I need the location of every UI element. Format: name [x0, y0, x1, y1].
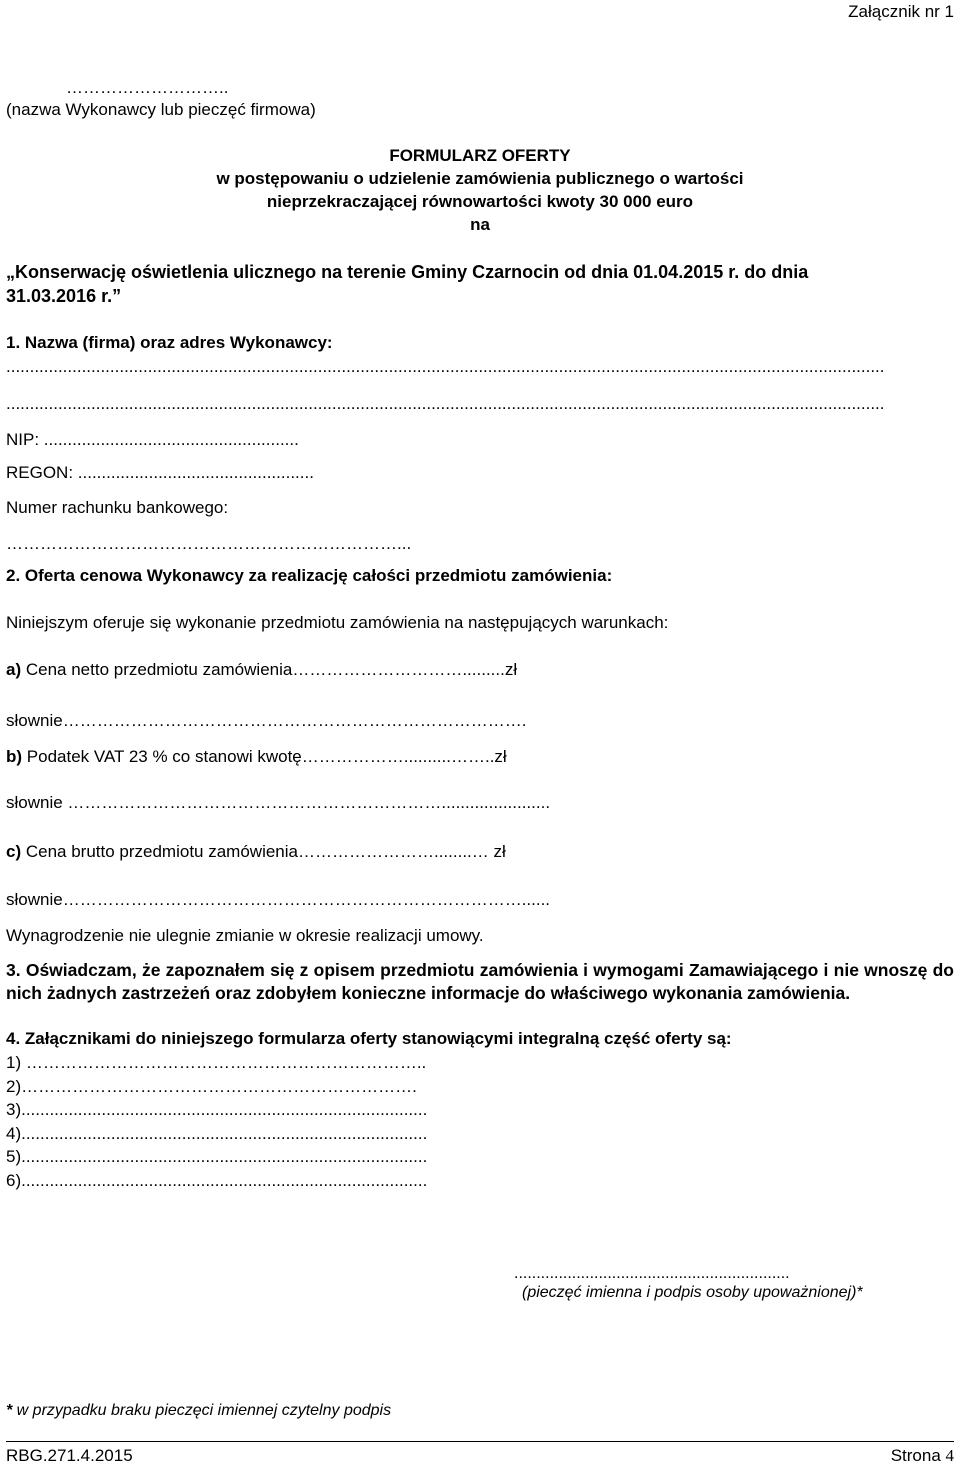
- vat-text: Podatek VAT 23 % co stanowi kwotę………………..........……..zł: [22, 747, 507, 766]
- attachment-item-4: 4)......................................................................................: [6, 1124, 428, 1143]
- attachment-item-2: 2)…………………………………………………………….: [6, 1077, 417, 1096]
- nip-field: NIP: ......................................................: [6, 430, 299, 449]
- form-title-line3: nieprzekraczającej równowartości kwoty 30 000 euro: [266, 192, 694, 211]
- attachment-item-6: 6)......................................................................................: [6, 1171, 428, 1190]
- net-price-text: Cena netto przedmiotu zamówienia………………………….........zł: [21, 660, 518, 679]
- attachment-item-1: 1) ……………………………………………………………..: [6, 1053, 427, 1072]
- remuneration-note: Wynagrodzenie nie ulegnie zmianie w okresie realizacji umowy.: [6, 926, 484, 945]
- address-dots-2: ..........................................................................................................................................................................................: [6, 394, 885, 413]
- attachment-item-3: 3)......................................................................................: [6, 1100, 428, 1119]
- subject-line1: „Konserwację oświetlenia ulicznego na terenie Gminy Czarnocin od dnia 01.04.2015 r. do dnia: [6, 262, 809, 282]
- footnote-text: w przypadku braku pieczęci imiennej czytelny podpis: [12, 1402, 392, 1419]
- section1-heading: 1. Nazwa (firma) oraz adres Wykonawcy:: [6, 333, 333, 352]
- gross-price-label: c): [6, 842, 22, 861]
- regon-field: REGON: ..................................................: [6, 463, 314, 482]
- vat-words: słownie ………………………………………………………….......................: [6, 793, 551, 812]
- contractor-dots: ………………………..: [66, 78, 229, 97]
- section2-heading: 2. Oferta cenowa Wykonawcy za realizację całości przedmiotu zamówienia:: [6, 566, 613, 585]
- reference-number: RBG.271.4.2015: [6, 1446, 133, 1465]
- footnote: [6, 1401, 954, 1421]
- gross-price-words: słownie………………………………………………………………………......: [6, 890, 551, 909]
- section4-heading: 4. Załącznikami do niniejszego formularza oferty stanowiącymi integralną część oferty są:: [6, 1029, 732, 1048]
- attachment-item-5: 5)......................................................................................: [6, 1147, 428, 1166]
- footer-divider: [6, 1441, 954, 1442]
- page-number: 4: [945, 1446, 954, 1465]
- offer-intro: Niniejszym oferuje się wykonanie przedmiotu zamówienia na następujących warunkach:: [6, 613, 669, 632]
- address-dots-1: ..........................................................................................................................................................................................: [6, 357, 885, 376]
- signature-caption: (pieczęć imienna i podpis osoby upoważnionej)*: [522, 1284, 863, 1301]
- annex-label: Załącznik nr 1: [848, 2, 954, 21]
- contractor-caption: (nazwa Wykonawcy lub pieczęć firmowa): [6, 100, 316, 119]
- form-title-line4: na: [470, 215, 490, 234]
- form-title-line2: w postępowaniu o udzielenie zamówienia publicznego o wartości: [216, 169, 744, 188]
- account-dots: ……………………………………………………………...: [6, 534, 412, 553]
- page-label: Strona: [890, 1446, 946, 1465]
- footnote-star: *: [6, 1402, 13, 1419]
- form-title: FORMULARZ OFERTY: [389, 146, 571, 165]
- gross-price-text: Cena brutto przedmiotu zamówienia……………………........… zł: [21, 842, 506, 861]
- section3-statement: 3. Oświadczam, że zapoznałem się z opisem przedmiotu zamówienia i wymogami Zamawiającego i nie wnoszę do nich żadnych zastrzeżeń oraz zdobyłem konieczne informacje do właściwego wykonania zamówienia.: [6, 960, 954, 1003]
- net-price-label: a): [6, 660, 22, 679]
- net-price-line: [6, 660, 954, 680]
- net-price-words: słownie……………………………………………………………………….: [6, 711, 527, 730]
- page-indicator: [891, 1446, 954, 1466]
- subject-line2: 31.03.2016 r.”: [6, 286, 122, 306]
- gross-price-line: [6, 842, 954, 862]
- vat-label: b): [6, 747, 23, 766]
- vat-line: [6, 747, 954, 767]
- signature-dots: ..............................................................: [514, 1265, 790, 1282]
- account-label: Numer rachunku bankowego:: [6, 498, 229, 517]
